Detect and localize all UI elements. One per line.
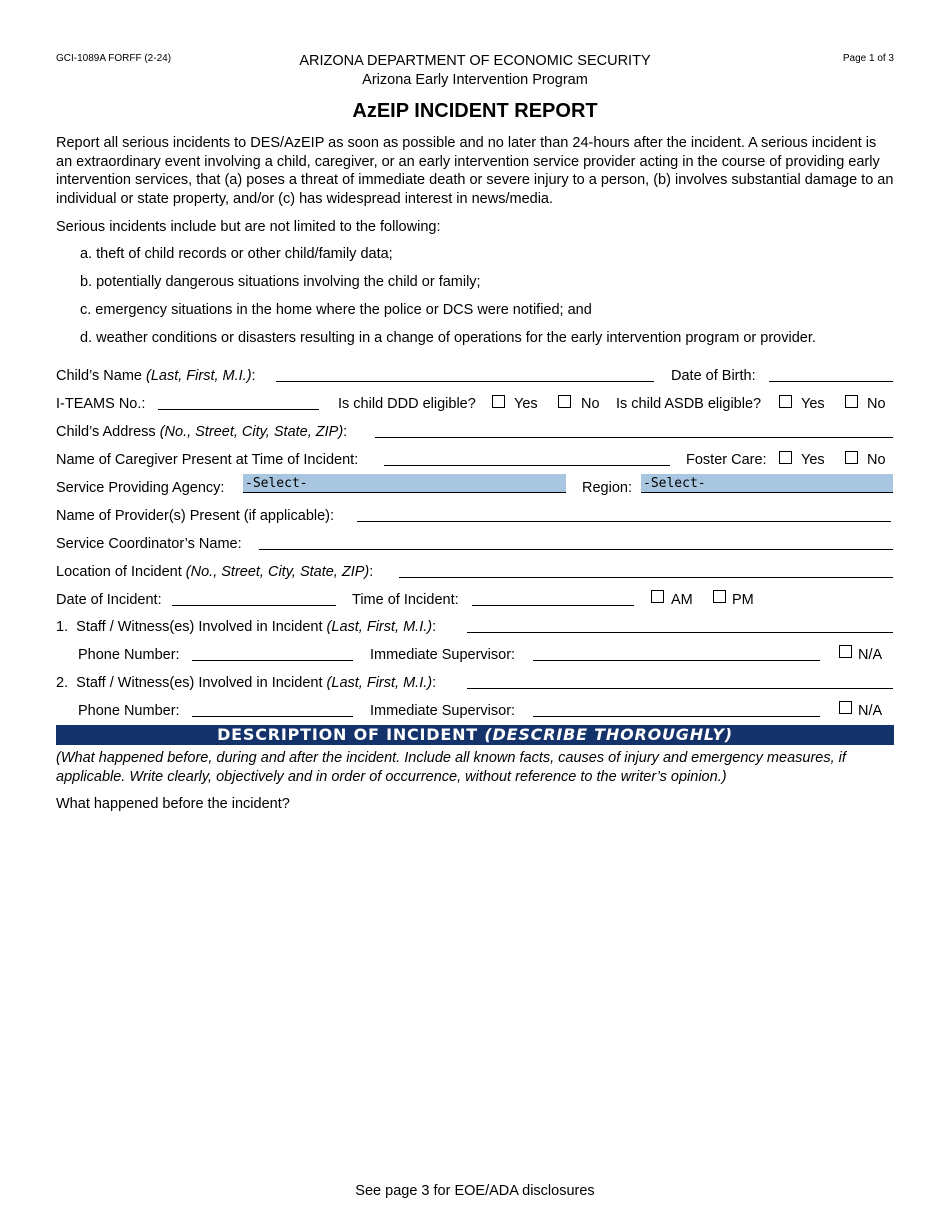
staff1-na-checkbox[interactable]: [839, 645, 852, 658]
caregiver-label: Name of Caregiver Present at Time of Incident:: [56, 452, 359, 468]
staff2-na-checkbox[interactable]: [839, 701, 852, 714]
staff1-supervisor-label: Immediate Supervisor:: [370, 647, 516, 663]
staff2-supervisor-field[interactable]: [533, 716, 820, 717]
asdb-yes-label: Yes: [801, 396, 825, 412]
staff2-phone-label: Phone Number:: [78, 703, 180, 719]
ddd-no-checkbox[interactable]: [558, 395, 571, 408]
page-number: Page 1 of 3: [842, 53, 894, 64]
child-name-field[interactable]: [276, 381, 654, 382]
foster-yes-checkbox[interactable]: [779, 451, 792, 464]
staff1-label: 1. Staff / Witness(es) Involved in Incident (Last, First, M.I.):: [56, 619, 437, 635]
caregiver-field[interactable]: [384, 465, 670, 466]
foster-no-checkbox[interactable]: [845, 451, 858, 464]
form-code: GCI-1089A FORFF (2-24): [56, 53, 172, 64]
am-checkbox[interactable]: [651, 590, 664, 603]
list-item: c. emergency situations in the home where the police or DCS were notified; and: [80, 302, 592, 318]
ddd-yes-checkbox[interactable]: [492, 395, 505, 408]
foster-no-label: No: [867, 452, 886, 468]
region-label: Region:: [582, 480, 632, 496]
footer-note: See page 3 for EOE/ADA disclosures: [355, 1183, 595, 1199]
agency-name: ARIZONA DEPARTMENT OF ECONOMIC SECURITY: [299, 53, 651, 69]
asdb-label: Is child ASDB eligible?: [616, 396, 762, 412]
staff2-phone-field[interactable]: [192, 716, 353, 717]
provider-field[interactable]: [357, 521, 891, 522]
staff1-supervisor-field[interactable]: [533, 660, 820, 661]
incident-time-field[interactable]: [472, 605, 634, 606]
list-item: b. potentially dangerous situations involving the child or family;: [80, 274, 481, 290]
asdb-no-checkbox[interactable]: [845, 395, 858, 408]
incident-date-field[interactable]: [172, 605, 336, 606]
agency-label: Service Providing Agency:: [56, 480, 225, 496]
staff1-na-label: N/A: [858, 647, 883, 663]
intro-paragraph: Report all serious incidents to DES/AzEIP as soon as possible and no later than 24-hours after the incident. A serious incident is an extraordinary event involving a child, caregiver, or an early intervention service provider acting in the course of providing early intervention services, that (a) poses a threat of immediate death or severe injury to a person, (b) involves substantial damage to an individual or state property, and/or (c) has widespread interest in news/media.: [56, 135, 894, 207]
staff2-supervisor-label: Immediate Supervisor:: [370, 703, 516, 719]
foster-yes-label: Yes: [801, 452, 825, 468]
agency-select[interactable]: -Select-: [243, 474, 566, 493]
location-label: Location of Incident (No., Street, City, State, ZIP):: [56, 564, 374, 580]
address-field[interactable]: [375, 437, 893, 438]
dob-label: Date of Birth:: [671, 368, 756, 384]
asdb-yes-checkbox[interactable]: [779, 395, 792, 408]
staff1-field[interactable]: [467, 632, 893, 633]
pm-checkbox[interactable]: [713, 590, 726, 603]
staff2-label: 2. Staff / Witness(es) Involved in Incident (Last, First, M.I.):: [56, 675, 437, 691]
list-item: a. theft of child records or other child/family data;: [80, 246, 393, 262]
iteams-field[interactable]: [158, 409, 319, 410]
list-item: d. weather conditions or disasters resulting in a change of operations for the early intervention program or provider.: [80, 330, 816, 346]
dob-field[interactable]: [769, 381, 893, 382]
provider-label: Name of Provider(s) Present (if applicable):: [56, 508, 335, 524]
staff2-na-label: N/A: [858, 703, 883, 719]
pm-label: PM: [732, 592, 754, 608]
child-name-label: Child’s Name (Last, First, M.I.):: [56, 368, 256, 384]
location-field[interactable]: [399, 577, 893, 578]
foster-label: Foster Care:: [686, 452, 767, 468]
ddd-label: Is child DDD eligible?: [338, 396, 476, 412]
page-title: AzEIP INCIDENT REPORT: [352, 100, 598, 122]
coordinator-label: Service Coordinator’s Name:: [56, 536, 242, 552]
staff1-phone-label: Phone Number:: [78, 647, 180, 663]
am-label: AM: [671, 592, 693, 608]
incident-date-label: Date of Incident:: [56, 592, 162, 608]
staff2-field[interactable]: [467, 688, 893, 689]
description-banner: DESCRIPTION OF INCIDENT (DESCRIBE THOROUGHLY): [56, 725, 894, 745]
description-instructions: (What happened before, during and after the incident. Include all known facts, causes of injury and emergency measures, if applicable. Write clearly, objectively and in order of occurrence, without reference to the writer’s opinion.): [56, 750, 846, 785]
ddd-no-label: No: [581, 396, 600, 412]
incident-time-label: Time of Incident:: [352, 592, 459, 608]
staff1-phone-field[interactable]: [192, 660, 353, 661]
coordinator-field[interactable]: [259, 549, 893, 550]
region-select[interactable]: -Select-: [641, 474, 893, 493]
address-label: Child’s Address (No., Street, City, State, ZIP):: [56, 424, 348, 440]
iteams-label: I-TEAMS No.:: [56, 396, 146, 412]
before-incident-question: What happened before the incident?: [56, 796, 290, 812]
program-name: Arizona Early Intervention Program: [362, 72, 588, 88]
ddd-yes-label: Yes: [514, 396, 538, 412]
intro-list-heading: Serious incidents include but are not limited to the following:: [56, 219, 441, 235]
before-incident-response-area[interactable]: [56, 818, 894, 1158]
asdb-no-label: No: [867, 396, 886, 412]
